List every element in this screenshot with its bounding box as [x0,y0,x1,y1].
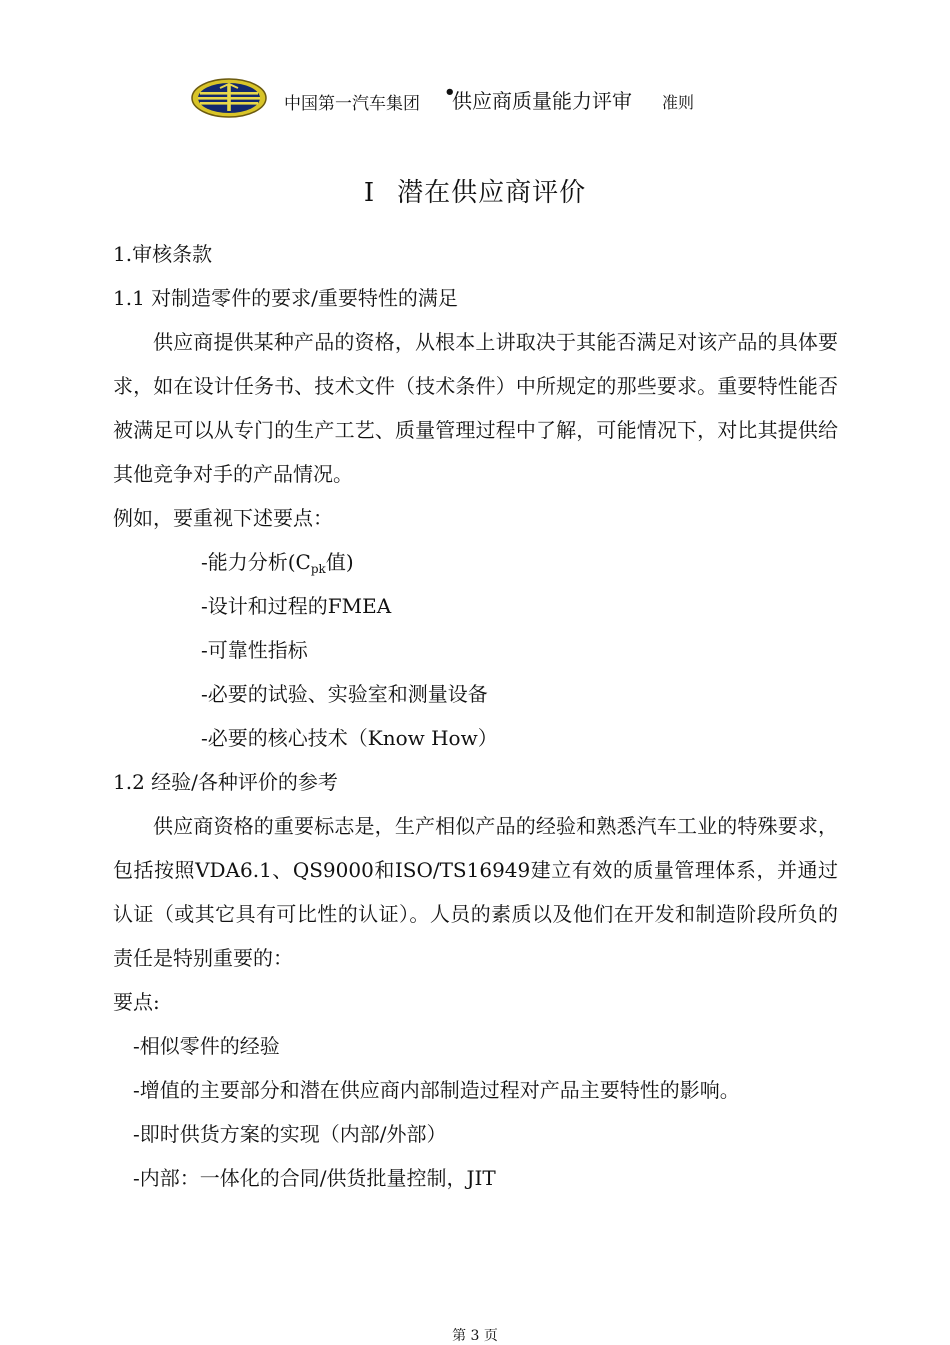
list-item: -相似零件的经验 [133,1034,280,1058]
page-header [190,78,750,118]
list-item: -设计和过程的FMEA [201,594,392,618]
list-item: -内部：一体化的合同/供货批量控制，JIT [133,1166,496,1190]
header-bullet: • [444,82,456,103]
header-title: 供应商质量能力评审 [452,89,632,113]
page-number: 第 3 页 [452,1328,498,1344]
chapter-number: Ⅰ [363,178,376,208]
example-intro: 例如，要重视下述要点： [113,506,333,530]
list-item: -可靠性指标 [201,638,308,662]
list-item: -必要的核心技术（Know How） [201,726,498,750]
list-item: -必要的试验、实验室和测量设备 [201,682,488,706]
item-text: -能力分析(C [201,550,311,574]
section-1-1-heading: 1.1 对制造零件的要求/重要特性的满足 [113,286,458,310]
points-intro: 要点: [113,990,160,1014]
item-text: 值) [325,550,354,574]
header-title-suffix: 准则 [662,93,695,112]
section-1-2-paragraph: 供应商资格的重要标志是，生产相似产品的经验和熟悉汽车工业的特殊要求，包括按照VDA6.1、QS9000和ISO/TS16949建立有效的质量管理体系，并通过认证（或其它具有可比性的认证）。人员的素质以及他们在开发和制造阶段所负的责任是特别重要的： [113,814,838,970]
list-item: -增值的主要部分和潜在供应商内部制造过程对产品主要特性的影响。 [133,1078,740,1102]
faw-logo-icon [190,78,268,118]
section-1-2-heading: 1.2 经验/各种评价的参考 [113,770,338,794]
document-body [113,232,838,1200]
chapter-title-text: 潜在供应商评价 [397,178,587,208]
header-org-name: 中国第一汽车集团 [284,94,420,114]
chapter-title [0,172,950,209]
list-item [113,540,838,584]
item-subscript: pk [310,562,326,576]
section-1-1-paragraph: 供应商提供某种产品的资格，从根本上讲取决于其能否满足对该产品的具体要求，如在设计任务书、技术文件（技术条件）中所规定的那些要求。重要特性能否被满足可以从专门的生产工艺、质量管理过程中了解，可能情况下，对比其提供给其他竞争对手的产品情况。 [113,330,838,486]
section-1-heading: 1.审核条款 [113,242,213,266]
list-item: -即时供货方案的实现（内部/外部） [133,1122,447,1146]
